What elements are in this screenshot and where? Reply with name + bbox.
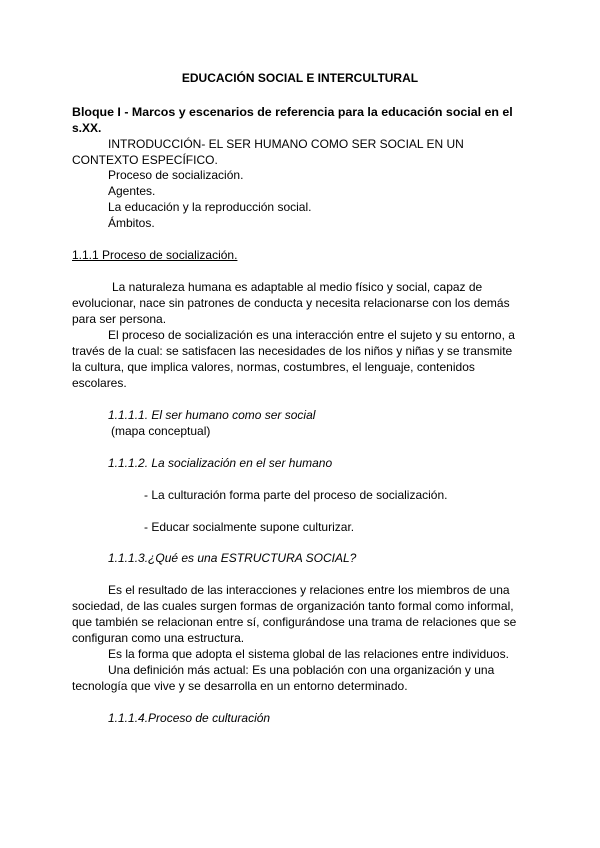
intro-item: Agentes. [108, 184, 156, 198]
block-heading-line1: Bloque I - Marcos y escenarios de referencia para la educación social en el [72, 105, 513, 119]
intro-line1: INTRODUCCIÓN- EL SER HUMANO COMO SER SOCIAL EN UN [108, 137, 464, 151]
intro-line2: CONTEXTO ESPECÍFICO. [72, 153, 218, 167]
para3-line: Es el resultado de las interacciones y relaciones entre los miembros de una [108, 583, 510, 597]
para2-line: El proceso de socialización es una interacción entre el sujeto y su entorno, a [108, 328, 515, 342]
sub3-heading: 1.1.1.3.¿Qué es una ESTRUCTURA SOCIAL? [108, 551, 357, 565]
para4: Es la forma que adopta el sistema global de las relaciones entre individuos. [108, 647, 509, 661]
para2-line: escolares. [72, 376, 127, 390]
para3-line: configuran como una estructura. [72, 631, 245, 645]
sub2-bullet: - La culturación forma parte del proceso de socialización. [144, 488, 448, 502]
para5-line: Una definición más actual: Es una población con una organización y una [108, 663, 495, 677]
para1-line: evolucionar, nace sin patrones de conducta y necesita relacionarse con los demás [72, 296, 510, 310]
sub1-note: (mapa conceptual) [111, 424, 211, 438]
para1-line: La naturaleza humana es adaptable al medio físico y social, capaz de [112, 280, 483, 294]
para3-line: sociedad, de las cuales surgen formas de organización tanto formal como informal, [72, 599, 514, 613]
sub2-bullet: - Educar socialmente supone culturizar. [144, 520, 355, 534]
para1-line: para ser persona. [72, 312, 167, 326]
sub2-heading: 1.1.1.2. La socialización en el ser humano [108, 456, 333, 470]
intro-item: Ámbitos. [108, 216, 155, 230]
block-heading-line2: s.XX. [72, 121, 102, 135]
section-heading: 1.1.1 Proceso de socialización. [72, 248, 238, 262]
para5-line: tecnología que vive y se desarrolla en un entorno determinado. [72, 679, 408, 693]
intro-item: La educación y la reproducción social. [108, 200, 312, 214]
document-title: EDUCACIÓN SOCIAL E INTERCULTURAL [181, 71, 419, 85]
para2-line: través de la cual: se satisfacen las necesidades de los niños y niñas y se transmite [72, 344, 513, 358]
intro-item: Proceso de socialización. [108, 168, 244, 182]
para2-line: la cultura, que implica valores, normas, costumbres, el lenguaje, contenidos [72, 360, 475, 374]
sub1-heading: 1.1.1.1. El ser humano como ser social [108, 408, 316, 422]
para3-line: que también se relacionan entre sí, configurándose una trama de relaciones que se [72, 615, 517, 629]
sub4-heading: 1.1.1.4.Proceso de culturación [108, 711, 271, 725]
